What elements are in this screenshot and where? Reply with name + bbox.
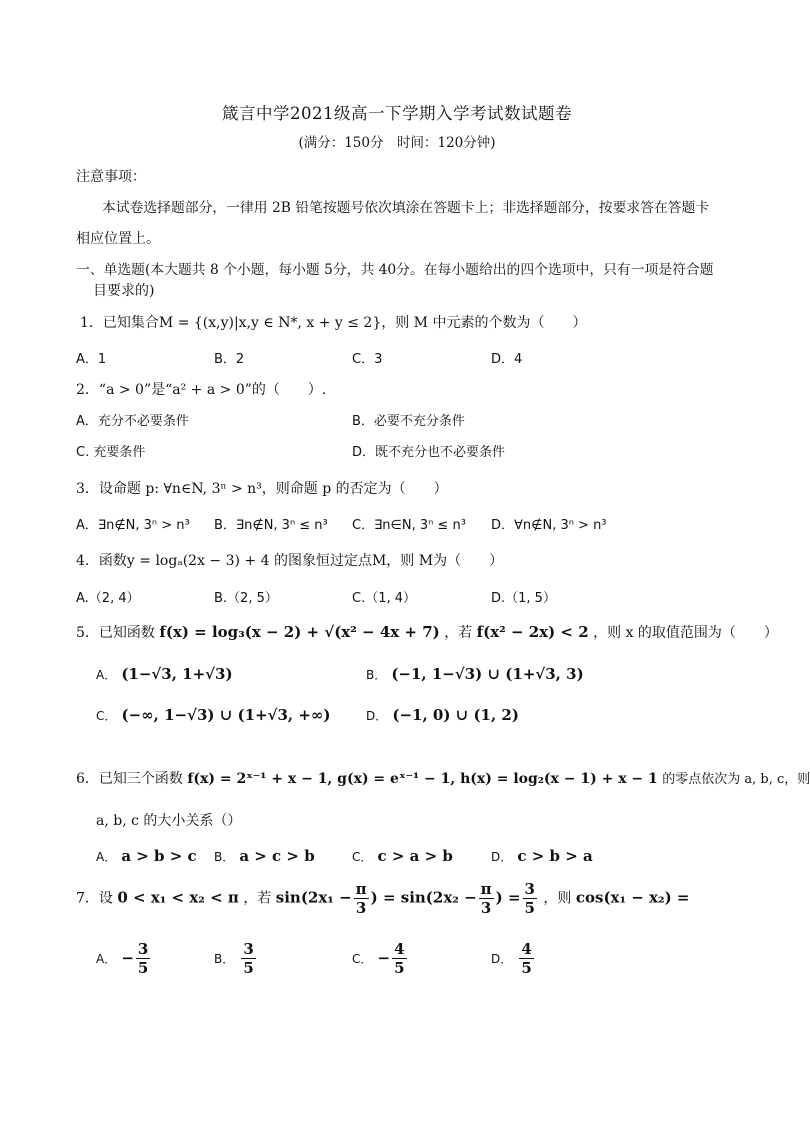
- question-6-stem-suffix: 的零点依次为 a, b, c，则: [662, 772, 810, 787]
- option-label: D．: [491, 952, 513, 966]
- question-1-option-a: A．1: [76, 352, 107, 367]
- question-7-option-c: [352, 940, 409, 977]
- question-6-option-a: [96, 846, 197, 865]
- question-3-option-b: B．∃n∉N, 3ⁿ ≤ n³: [214, 518, 328, 533]
- notice-heading: 注意事项：: [76, 169, 146, 185]
- page-title: 箴言中学2021级高一下学期入学考试数试题卷: [222, 104, 572, 123]
- question-7-option-d: [491, 940, 536, 977]
- question-5-function: f(x) = log₃(x − 2) + √(x² − 4x + 7): [159, 623, 440, 641]
- question-2-option-b: B．必要不充分条件: [352, 414, 465, 429]
- option-sign: −: [121, 949, 134, 967]
- option-label: A．: [96, 952, 117, 966]
- question-1-option-b: B．2: [214, 352, 245, 367]
- question-3-option-a: A．∃n∉N, 3ⁿ > n³: [76, 518, 190, 533]
- question-7-stem-mid: ，若: [243, 890, 272, 907]
- notice-line-1: 本试卷选择题部分，一律用 2B 铅笔按题号依次填涂在答题卡上；非选择题部分，按要求答在答题卡: [102, 200, 710, 216]
- pi-over-3-fraction: $\frac{\pi}{3}$: [355, 880, 367, 917]
- question-7-stem-suffix: ，则: [543, 890, 572, 907]
- option-label: A．: [96, 668, 117, 682]
- option-label: D．: [491, 850, 513, 864]
- question-3-stem: 3．设命题 p: ∀n∈N, 3ⁿ > n³，则命题 p 的否定为（ ）: [76, 481, 448, 497]
- question-7-stem-prefix: 7．设: [76, 890, 113, 907]
- question-5-stem: [76, 622, 778, 642]
- question-4-option-a: A.（2, 4）: [76, 591, 140, 606]
- question-4-option-d: D.（1, 5）: [491, 591, 556, 606]
- question-2-option-c: C. 充要条件: [76, 445, 146, 460]
- section-heading-line-1: 一、单选题(本大题共 8 个小题，每小题 5分，共 40分。在每小题给出的四个选项中，只有一项是符合题: [76, 262, 714, 278]
- question-7-eq-right: ) =: [495, 888, 521, 907]
- question-7-eq-left: sin(2x₁ −: [275, 888, 352, 907]
- option-label: B．: [214, 952, 235, 966]
- option-value: c > a > b: [377, 847, 453, 865]
- option-value: (−∞, 1−√3) ∪ (1+√3, +∞): [121, 706, 331, 724]
- question-2-stem: 2．“a > 0”是“a² + a > 0”的（ ）.: [76, 382, 327, 398]
- question-1-stem: 1．已知集合M = {(x,y)|x,y ∈ N*, x + y ≤ 2}，则 M 中元素的个数为（ ）: [80, 315, 587, 331]
- question-7-stem: [76, 880, 689, 917]
- option-label: A．: [96, 850, 117, 864]
- question-2-option-d: D．既不充分也不必要条件: [352, 445, 506, 460]
- option-label: C．: [352, 952, 373, 966]
- question-5-stem-suffix: ，则 x 的取值范围为（ ）: [593, 625, 778, 641]
- question-5-option-c: [96, 705, 331, 724]
- question-4-option-b: B.（2, 5）: [214, 591, 278, 606]
- question-7-target: cos(x₁ − x₂) =: [575, 888, 690, 907]
- option-value: (−1, 1−√3) ∪ (1+√3, 3): [391, 665, 584, 683]
- question-5-stem-mid: ，若: [444, 625, 473, 641]
- question-6-option-d: [491, 846, 593, 865]
- notice-line-2: 相应位置上。: [76, 231, 160, 247]
- question-4-option-c: C.（1, 4）: [352, 591, 417, 606]
- question-7-condition: 0 < x₁ < x₂ < π: [117, 888, 239, 907]
- question-6-stem-line-2: a, b, c 的大小关系（）: [96, 813, 242, 829]
- question-6-option-b: [214, 846, 315, 865]
- question-7-option-b: [214, 940, 258, 977]
- question-5-option-b: [366, 664, 584, 683]
- option-value: (−1, 0) ∪ (1, 2): [392, 706, 519, 724]
- question-1-option-c: C．3: [352, 352, 383, 367]
- option-sign: −: [377, 949, 391, 967]
- question-6-stem-prefix: 6．已知三个函数: [76, 771, 183, 787]
- option-fraction: $\frac{4}{5}$: [521, 940, 532, 977]
- option-fraction: $\frac{3}{5}$: [243, 940, 254, 977]
- page-subtitle: (满分：150分 时间：120分钟): [298, 135, 496, 151]
- question-5-condition: f(x² − 2x) < 2: [476, 623, 589, 641]
- question-6-stem: [76, 768, 810, 788]
- option-value: a > b > c: [121, 847, 197, 865]
- question-7-option-a: [96, 940, 152, 977]
- option-value: (1−√3, 1+√3): [121, 665, 233, 683]
- question-7-eq-mid: ) = sin(2x₂ −: [370, 888, 477, 907]
- question-1-option-d: D．4: [491, 352, 523, 367]
- question-5-option-a: [96, 664, 233, 683]
- question-6-option-c: [352, 846, 453, 865]
- option-label: D．: [366, 709, 388, 723]
- option-label: C．: [96, 709, 117, 723]
- question-6-functions: f(x) = 2ˣ⁻¹ + x − 1, g(x) = eˣ⁻¹ − 1, h(x) = log₂(x − 1) + x − 1: [187, 771, 658, 787]
- option-fraction: $\frac{4}{5}$: [394, 940, 405, 977]
- option-label: C．: [352, 850, 373, 864]
- option-value: a > c > b: [239, 847, 315, 865]
- section-heading-line-2: 目要求的): [93, 283, 155, 299]
- option-value: c > b > a: [517, 847, 593, 865]
- question-5-stem-prefix: 5．已知函数: [76, 625, 155, 641]
- question-4-stem: 4．函数y = logₐ(2x − 3) + 4 的图象恒过定点M，则 M为（ ）: [76, 553, 504, 569]
- question-5-option-d: [366, 705, 519, 724]
- option-label: B．: [366, 668, 387, 682]
- option-label: B．: [214, 850, 235, 864]
- pi-over-3-fraction: $\frac{\pi}{3}$: [480, 880, 492, 917]
- question-3-option-c: C．∃n∈N, 3ⁿ ≤ n³: [352, 518, 466, 533]
- question-2-option-a: A．充分不必要条件: [76, 414, 189, 429]
- question-3-option-d: D．∀n∉N, 3ⁿ > n³: [491, 518, 607, 533]
- three-fifths-fraction: $\frac{3}{5}$: [524, 880, 535, 917]
- option-fraction: $\frac{3}{5}$: [137, 940, 149, 977]
